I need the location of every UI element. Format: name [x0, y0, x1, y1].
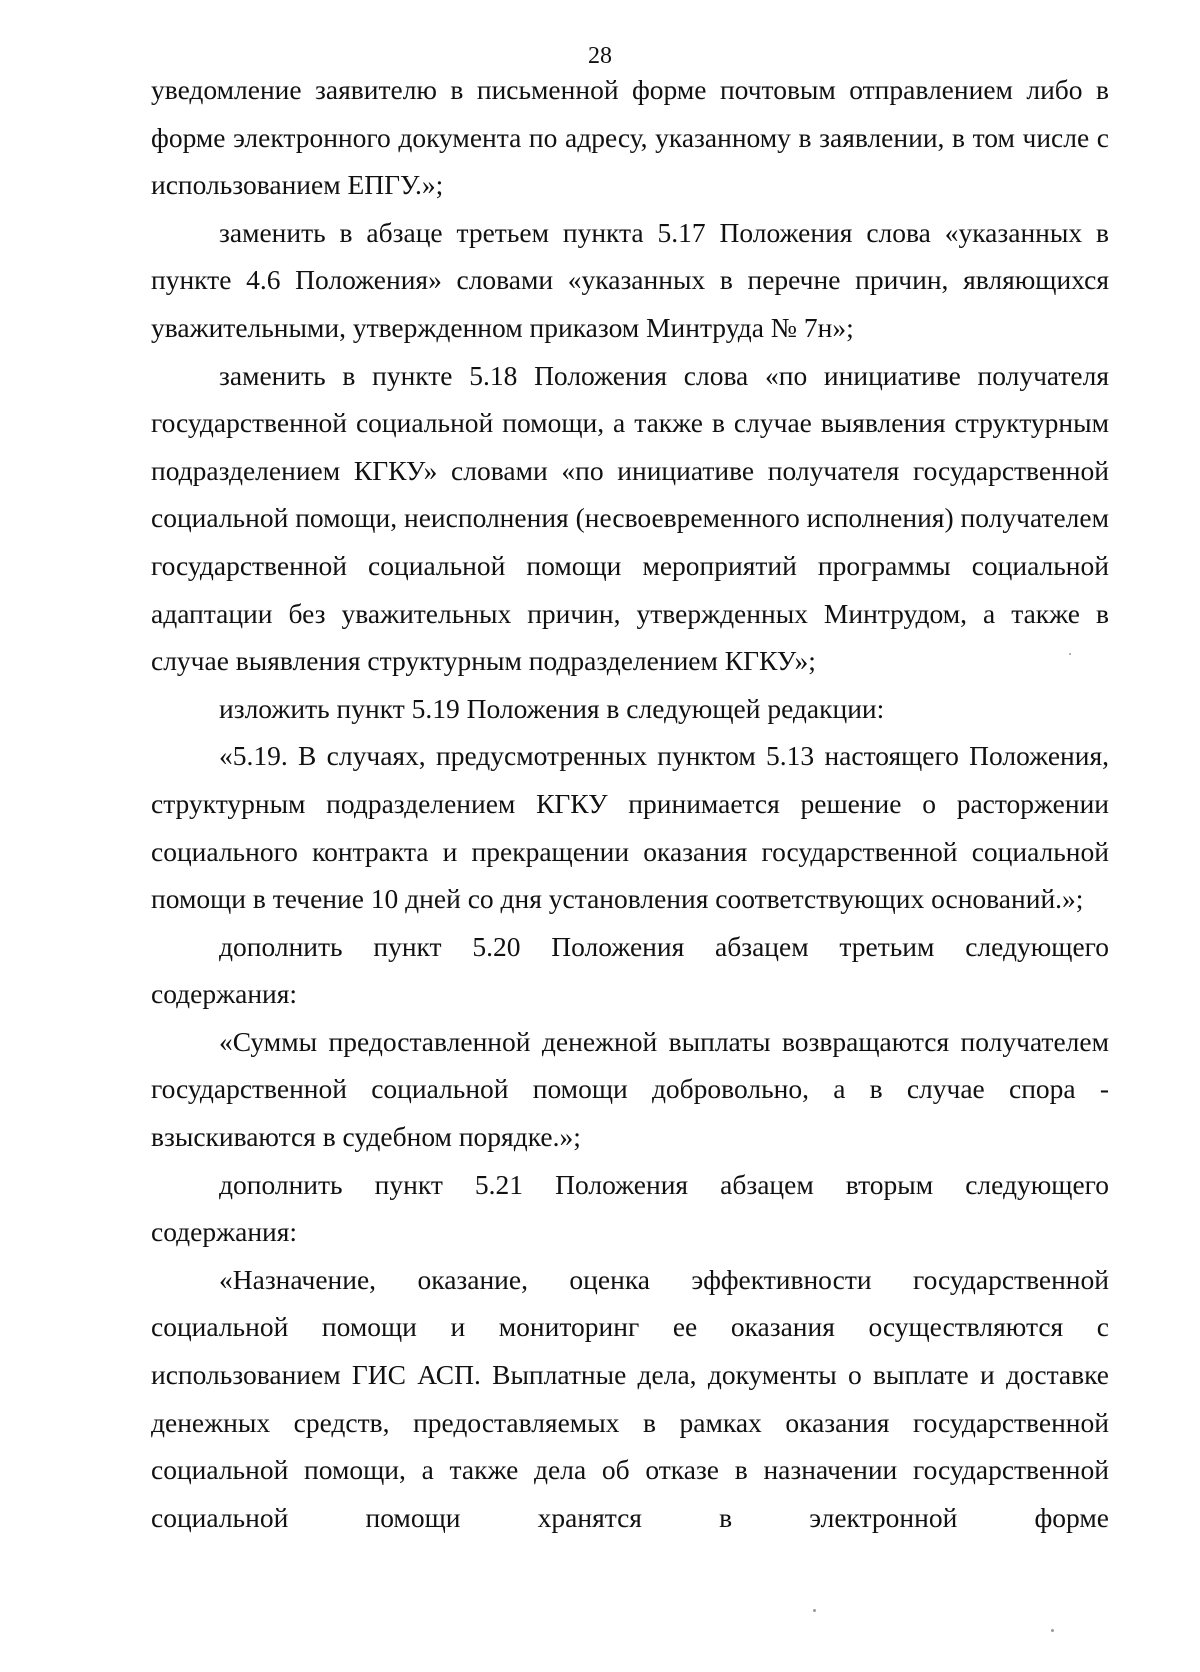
page-number: 28: [588, 43, 612, 69]
paragraph-5-20-new-text: «Суммы предоставленной денежной выплаты возвращаются получателем государственной социальной помощи добровольно, а в случае спора - взыскиваются в судебном порядке.»;: [151, 1025, 1109, 1153]
paragraph-supplement-5-21: дополнить пункт 5.21 Положения абзацем вторым следующего содержания:: [151, 1168, 1109, 1248]
paragraph-restate-5-19: изложить пункт 5.19 Положения в следующей редакции:: [219, 692, 885, 724]
paragraph-5-21-new-text: «Назначение, оказание, оценка эффективности государственной социальной помощи и мониторинг ее оказания осуществляются с использованием ГИС АСП. Выплатные дела, документы о выплате и доставке денежных средств, предоставляемых в рамках оказания государственной социальной помощи, а также дела об отказе в назначении государственной социальной помощи хранятся в электронной форме: [151, 1263, 1109, 1533]
paragraph-notification-text: уведомление заявителю в письменной форме почтовым отправлением либо в форме электронного документа по адресу, указанному в заявлении, в том числе с использованием ЕПГУ.»;: [151, 74, 1109, 201]
document-body: [151, 66, 1109, 1541]
paragraph-amend-5-18: заменить в пункте 5.18 Положения слова «по инициативе получателя государственной социальной помощи, а также в случае выявления структурным подразделением КГКУ» словами «по инициативе получателя государственной социальной помощи, неисполнения (несвоевременного исполнения) получателем государственной социальной помощи мероприятий программы социальной адаптации без уважительных причин, утвержденных Минтрудом, а также в случае выявления структурным подразделением КГКУ»;: [151, 359, 1109, 677]
scan-speck: [1051, 1629, 1054, 1632]
scan-speck: [1069, 653, 1071, 655]
scan-speck: [813, 1609, 816, 1612]
paragraph-supplement-5-20: дополнить пункт 5.20 Положения абзацем третьим следующего содержания:: [151, 930, 1109, 1010]
paragraph-5-19-new-text: «5.19. В случаях, предусмотренных пунктом 5.13 настоящего Положения, структурным подразделением КГКУ принимается решение о расторжении социального контракта и прекращении оказания государственной социальной помощи в течение 10 дней со дня установления соответствующих оснований.»;: [151, 740, 1109, 915]
paragraph-amend-5-17: заменить в абзаце третьем пункта 5.17 Положения слова «указанных в пункте 4.6 Положения» словами «указанных в перечне причин, являющихся уважительными, утвержденном приказом Минтруда № 7н»;: [151, 216, 1109, 343]
